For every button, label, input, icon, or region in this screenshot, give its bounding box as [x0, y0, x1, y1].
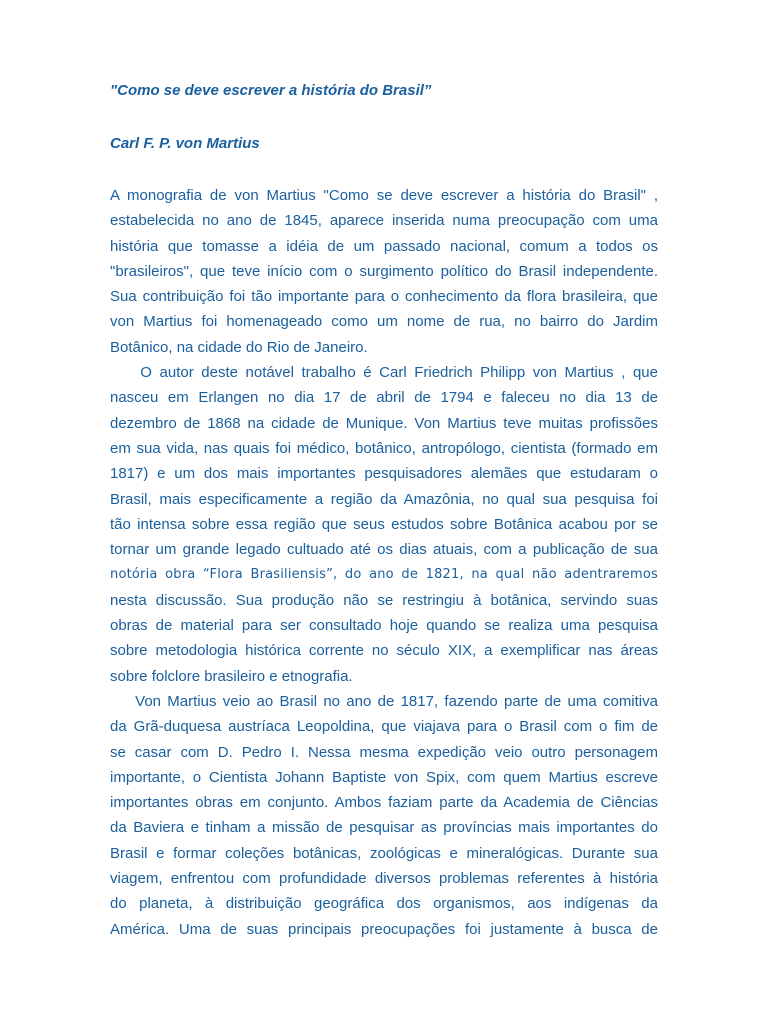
- text-line: tornar um grande legado cultuado até os dias atuais, com a publicação de sua: [110, 541, 658, 559]
- body-text: [110, 183, 658, 942]
- text-line: Von Martius veio ao Brasil no ano de 1817, fazendo parte de uma comitiva: [110, 692, 658, 710]
- text-line: da Baviera e tinham a missão de pesquisar as províncias mais importantes do: [110, 819, 658, 837]
- text-line: 1817) e um dos mais importantes pesquisadores alemães que estudaram o: [110, 465, 658, 483]
- text-line: "brasileiros", que teve início com o surgimento político do Brasil independente.: [110, 262, 658, 280]
- text-line: notória obra “Flora Brasiliensis”, do ano de 1821, na qual não adentraremos: [110, 567, 658, 583]
- text-line: nasceu em Erlangen no dia 17 de abril de 1794 e faleceu no dia 13 de: [110, 389, 658, 407]
- text-line: importante, o Cientista Johann Baptiste von Spix, com quem Martius escreve: [110, 768, 658, 786]
- text-line: América. Uma de suas principais preocupações foi justamente à busca de: [110, 920, 658, 938]
- text-line: tão intensa sobre essa região que seus estudos sobre Botânica acabou por se: [110, 515, 658, 533]
- text-line: obras de material para ser consultado hoje quando se realiza uma pesquisa: [110, 617, 658, 635]
- text-line: em sua vida, nas quais foi médico, botânico, antropólogo, cientista (formado em: [110, 439, 658, 457]
- text-line: O autor deste notável trabalho é Carl Friedrich Philipp von Martius , que: [110, 364, 658, 382]
- text-line: história que tomasse a idéia de um passado nacional, comum a todos os: [110, 237, 658, 255]
- document-title: "Como se deve escrever a história do Brasil”: [110, 82, 432, 99]
- text-line: Brasil, mais especificamente a região da Amazônia, no qual sua pesquisa foi: [110, 490, 658, 508]
- text-line: se casar com D. Pedro I. Nessa mesma expedição veio outro personagem: [110, 743, 658, 761]
- text-line: sobre metodologia histórica corrente no século XIX, a exemplificar nas áreas: [110, 642, 658, 660]
- text-line: von Martius foi homenageado como um nome de rua, no bairro do Jardim: [110, 313, 658, 331]
- text-line: da Grã-duquesa austríaca Leopoldina, que viajava para o Brasil com o fim de: [110, 718, 658, 736]
- text-line: importantes obras em conjunto. Ambos faziam parte da Academia de Ciências: [110, 794, 658, 812]
- text-line: Botânico, na cidade do Rio de Janeiro.: [110, 338, 368, 356]
- text-line: dezembro de 1868 na cidade de Munique. Von Martius teve muitas profissões: [110, 414, 658, 432]
- text-line: nesta discussão. Sua produção não se restringiu à botânica, servindo suas: [110, 591, 658, 609]
- text-line: A monografia de von Martius "Como se deve escrever a história do Brasil" ,: [110, 187, 658, 204]
- document-author: Carl F. P. von Martius: [110, 135, 260, 152]
- text-line: Brasil e formar coleções botânicas, zoológicas e mineralógicas. Durante sua: [110, 844, 658, 862]
- text-line: viagem, enfrentou com profundidade diversos problemas referentes à história: [110, 870, 658, 888]
- text-line: do planeta, à distribuição geográfica dos organismos, aos indígenas da: [110, 895, 658, 913]
- text-line: sobre folclore brasileiro e etnografia.: [110, 667, 353, 685]
- text-line: Sua contribuição foi tão importante para o conhecimento da flora brasileira, que: [110, 288, 658, 306]
- text-line: estabelecida no ano de 1845, aparece inserida numa preocupação com uma: [110, 212, 658, 230]
